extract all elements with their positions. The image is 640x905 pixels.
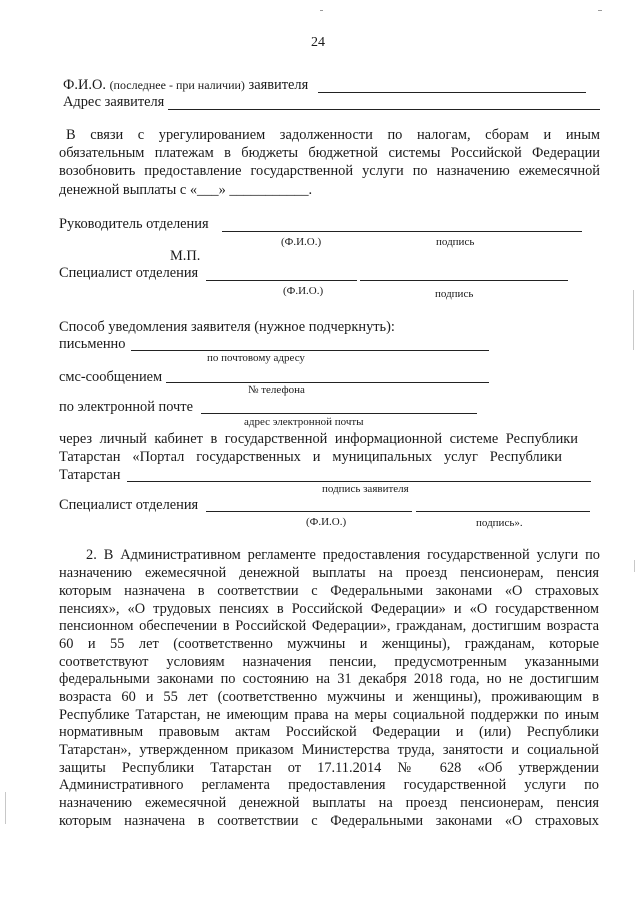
notify-email-option[interactable]: по электронной почте (59, 399, 193, 415)
sign-caption: подпись (435, 288, 474, 300)
head-label: Руководитель отделения (59, 216, 209, 232)
paragraph-2-line: назначению ежемесячной денежной выплаты на проезд пенсионерам, пенсия (59, 565, 599, 581)
fio-note: (последнее - при наличии) (109, 78, 245, 92)
paragraph-2-line: которым назначена в соответствии с Федеральными законами «О страховых (59, 583, 599, 599)
page-number: 24 (311, 35, 325, 50)
paragraph-2-line: которым назначена в соответствии с Федеральными законами «О страховых (59, 813, 599, 829)
paragraph-2-line: Татарстан», утвержденном приказом Министерства труда, занятости и социальной (59, 742, 599, 758)
email-blank[interactable] (201, 413, 477, 414)
paragraph-2-line: Административного регламента предоставления государственной услуги по (59, 777, 599, 793)
intro-last-line: денежной выплаты с «___» ___________. (59, 182, 313, 198)
sign-caption: подпись (436, 236, 475, 248)
scan-speck (598, 10, 602, 11)
paragraph-2-line: 60 и 55 лет (соответственно мужчины и женщины), гражданам, которые (59, 636, 599, 652)
mail-address-blank[interactable] (131, 350, 489, 351)
specialist-label: Специалист отделения (59, 265, 199, 281)
address-label: Адрес заявителя (63, 94, 165, 110)
paragraph-2-line: пенсиях», «О трудовых пенсиях в Российской Федерации» и «О государственном (59, 601, 599, 617)
paragraph-2-line: защиты Республики Татарстан от 17.11.2014 № 628 «Об утверждении (59, 760, 599, 776)
applicant-sign-caption: подпись заявителя (322, 483, 409, 495)
paragraph-2-first-line: 2. В Административном регламенте предоставления государственной услуги по (86, 547, 600, 563)
fio-line (63, 76, 308, 94)
specialist-fio-blank[interactable] (206, 511, 412, 512)
stamp-place: М.П. (170, 248, 201, 264)
paragraph-2-line: федеральными законами по состоянию на 31 декабря 2018 года, но не достигшим (59, 671, 599, 687)
paragraph-2-line: пенсионном обеспечении в Российской Федерации», гражданам, достигшим возраста (59, 618, 599, 634)
fio-caption: (Ф.И.О.) (306, 516, 347, 528)
paragraph-2-line: Республике Татарстан, не имеющим права на меры социальной поддержки по иным (59, 707, 599, 723)
scan-edge-mark (633, 290, 634, 350)
scan-edge-mark (5, 792, 6, 824)
phone-blank[interactable] (166, 382, 489, 383)
mail-caption: по почтовому адресу (207, 352, 305, 364)
notify-cabinet-line: Татарстан «Портал государственных и муниципальных услуг Республики (59, 449, 562, 465)
notify-cabinet-option[interactable]: через личный кабинет в государственной информационной системе Республики (59, 431, 578, 447)
specialist-sign-blank[interactable] (416, 511, 590, 512)
paragraph-2-line: соответствуют условиям назначения пенсии, предусмотренным указанными (59, 654, 599, 670)
address-blank[interactable] (168, 109, 600, 110)
fio-blank[interactable] (318, 92, 586, 93)
notify-sms-option[interactable]: смс-сообщением (59, 369, 163, 385)
fio-label: Ф.И.О. (63, 77, 106, 93)
applicant-sign-blank[interactable] (127, 481, 591, 482)
fio-caption: (Ф.И.О.) (283, 285, 324, 297)
specialist-sign-blank[interactable] (360, 280, 568, 281)
paragraph-2-line: нормативным правовым актам Российской Федерации и (или) Республики (59, 724, 599, 740)
sign-caption: подпись». (476, 517, 523, 529)
phone-caption: № телефона (248, 384, 305, 396)
specialist-label: Специалист отделения (59, 497, 199, 513)
notify-cabinet-last: Татарстан (59, 467, 121, 483)
scan-edge-mark (634, 560, 635, 572)
fio-caption: (Ф.И.О.) (281, 236, 322, 248)
fio-applicant: заявителя (248, 77, 309, 93)
paragraph-2-line: возраста 60 и 55 лет (соответственно мужчины и женщины), проживающим в (59, 689, 599, 705)
head-signature-blank[interactable] (222, 231, 582, 232)
intro-line: В связи с урегулированием задолженности по налогам, сборам и иным (66, 127, 600, 143)
paragraph-2-line: назначению ежемесячной денежной выплаты на проезд пенсионерам, пенсия (59, 795, 599, 811)
intro-line: обязательным платежам в бюджеты бюджетной системы Российской Федерации (59, 145, 600, 161)
specialist-fio-blank[interactable] (206, 280, 357, 281)
notify-heading: Способ уведомления заявителя (нужное подчеркнуть): (59, 319, 395, 335)
intro-line: возобновить предоставление государственной услуги по назначению ежемесячной (59, 163, 600, 179)
scan-speck (320, 10, 323, 11)
notify-mail-option[interactable]: письменно (59, 336, 126, 352)
email-caption: адрес электронной почты (244, 416, 364, 428)
